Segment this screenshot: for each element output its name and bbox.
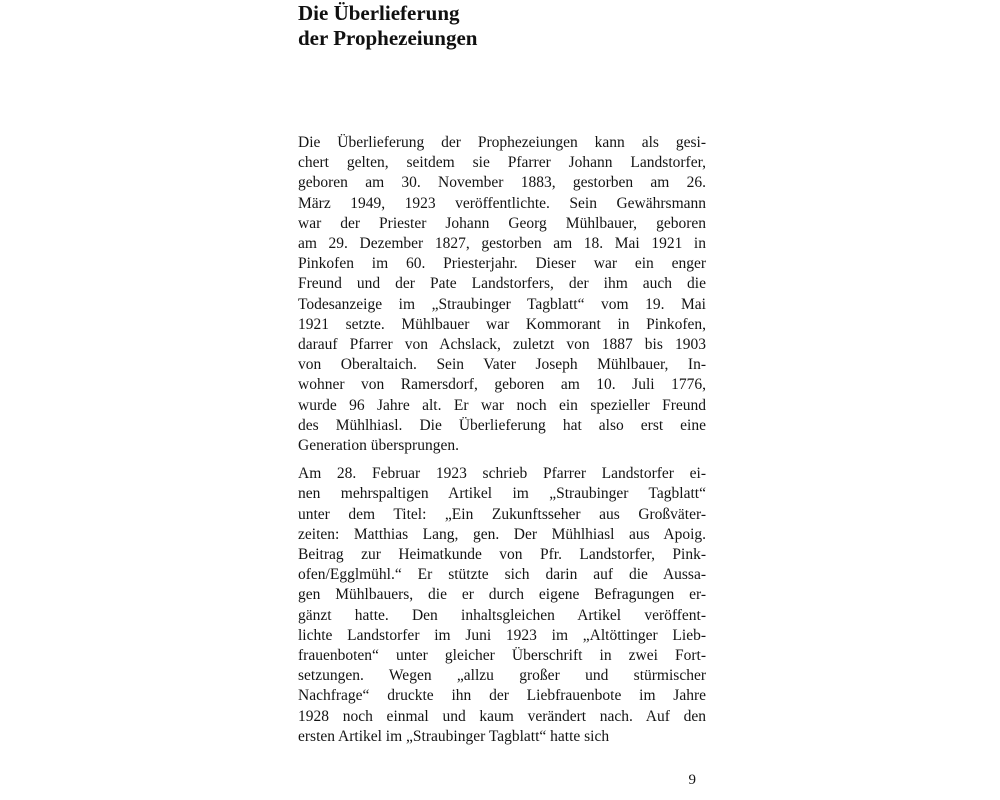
text-line: ersten Artikel im „Straubinger Tagblatt“ hatte sich — [298, 727, 610, 745]
chapter-title-line: der Prophezeiungen — [298, 26, 478, 50]
text-line: des Mühlhiasl. Die Überlieferung hat also erst eine — [298, 416, 706, 434]
text-line: unter dem Titel: „Ein Zukunftsseher aus Großväter- — [298, 505, 706, 523]
text-line: setzungen. Wegen „allzu großer und stürmischer — [298, 667, 706, 685]
chapter-title-line: Die Überlieferung — [298, 1, 460, 25]
text-line: gänzt hatte. Den inhaltsgleichen Artikel veröffent- — [298, 606, 706, 624]
text-line: Am 28. Februar 1923 schrieb Pfarrer Landstorfer ei- — [298, 465, 706, 483]
text-line: darauf Pfarrer von Achslack, zuletzt von 1887 bis 1903 — [298, 336, 706, 354]
text-line: ofen/Egglmühl.“ Er stützte sich darin auf die Aussa- — [298, 566, 706, 584]
text-line: am 29. Dezember 1827, gestorben am 18. Mai 1921 in — [298, 235, 706, 253]
text-line: Die Überlieferung der Prophezeiungen kann als gesi- — [298, 134, 706, 151]
text-line: Todesanzeige im „Straubinger Tagblatt“ vom 19. Mai — [298, 295, 706, 313]
text-line: Beitrag zur Heimatkunde von Pfr. Landstorfer, Pink- — [298, 546, 706, 564]
text-line: chert gelten, seitdem sie Pfarrer Johann Landstorfer, — [298, 154, 706, 172]
text-line: gen Mühlbauers, die er durch eigene Befragungen er- — [298, 586, 706, 604]
text-line: Pinkofen im 60. Priesterjahr. Dieser war ein enger — [298, 255, 706, 273]
text-line: Generation übersprungen. — [298, 437, 459, 455]
text-line: März 1949, 1923 veröffentlichte. Sein Gewährsmann — [298, 194, 706, 212]
text-line: nen mehrspaltigen Artikel im „Straubinger Tagblatt“ — [298, 485, 706, 503]
text-line: 1928 noch einmal und kaum verändert nach. Auf den — [298, 707, 706, 725]
text-line: wohner von Ramersdorf, geboren am 10. Juli 1776, — [298, 376, 706, 394]
text-line: geboren am 30. November 1883, gestorben am 26. — [298, 174, 706, 192]
text-line: frauenboten“ unter gleicher Überschrift in zwei Fort- — [298, 647, 706, 665]
chapter-title — [298, 1, 477, 51]
text-line: wurde 96 Jahre alt. Er war noch ein spezieller Freund — [298, 396, 706, 414]
body-text — [298, 133, 706, 747]
text-line: Freund und der Pate Landstorfers, der ihm auch die — [298, 275, 706, 293]
text-line: lichte Landstorfer im Juni 1923 im „Altöttinger Lieb- — [298, 626, 706, 644]
text-line: Nachfrage“ druckte ihn der Liebfrauenbote im Jahre — [298, 687, 706, 705]
paragraph-2 — [298, 464, 706, 747]
text-line: von Oberaltaich. Sein Vater Joseph Mühlbauer, In- — [298, 356, 706, 374]
page-number: 9 — [688, 772, 696, 788]
paragraph-1 — [298, 133, 706, 456]
text-line: war der Priester Johann Georg Mühlbauer, geboren — [298, 214, 706, 232]
text-line: 1921 setzte. Mühlbauer war Kommorant in Pinkofen, — [298, 315, 706, 333]
text-line: zeiten: Matthias Lang, gen. Der Mühlhiasl aus Apoig. — [298, 525, 706, 543]
